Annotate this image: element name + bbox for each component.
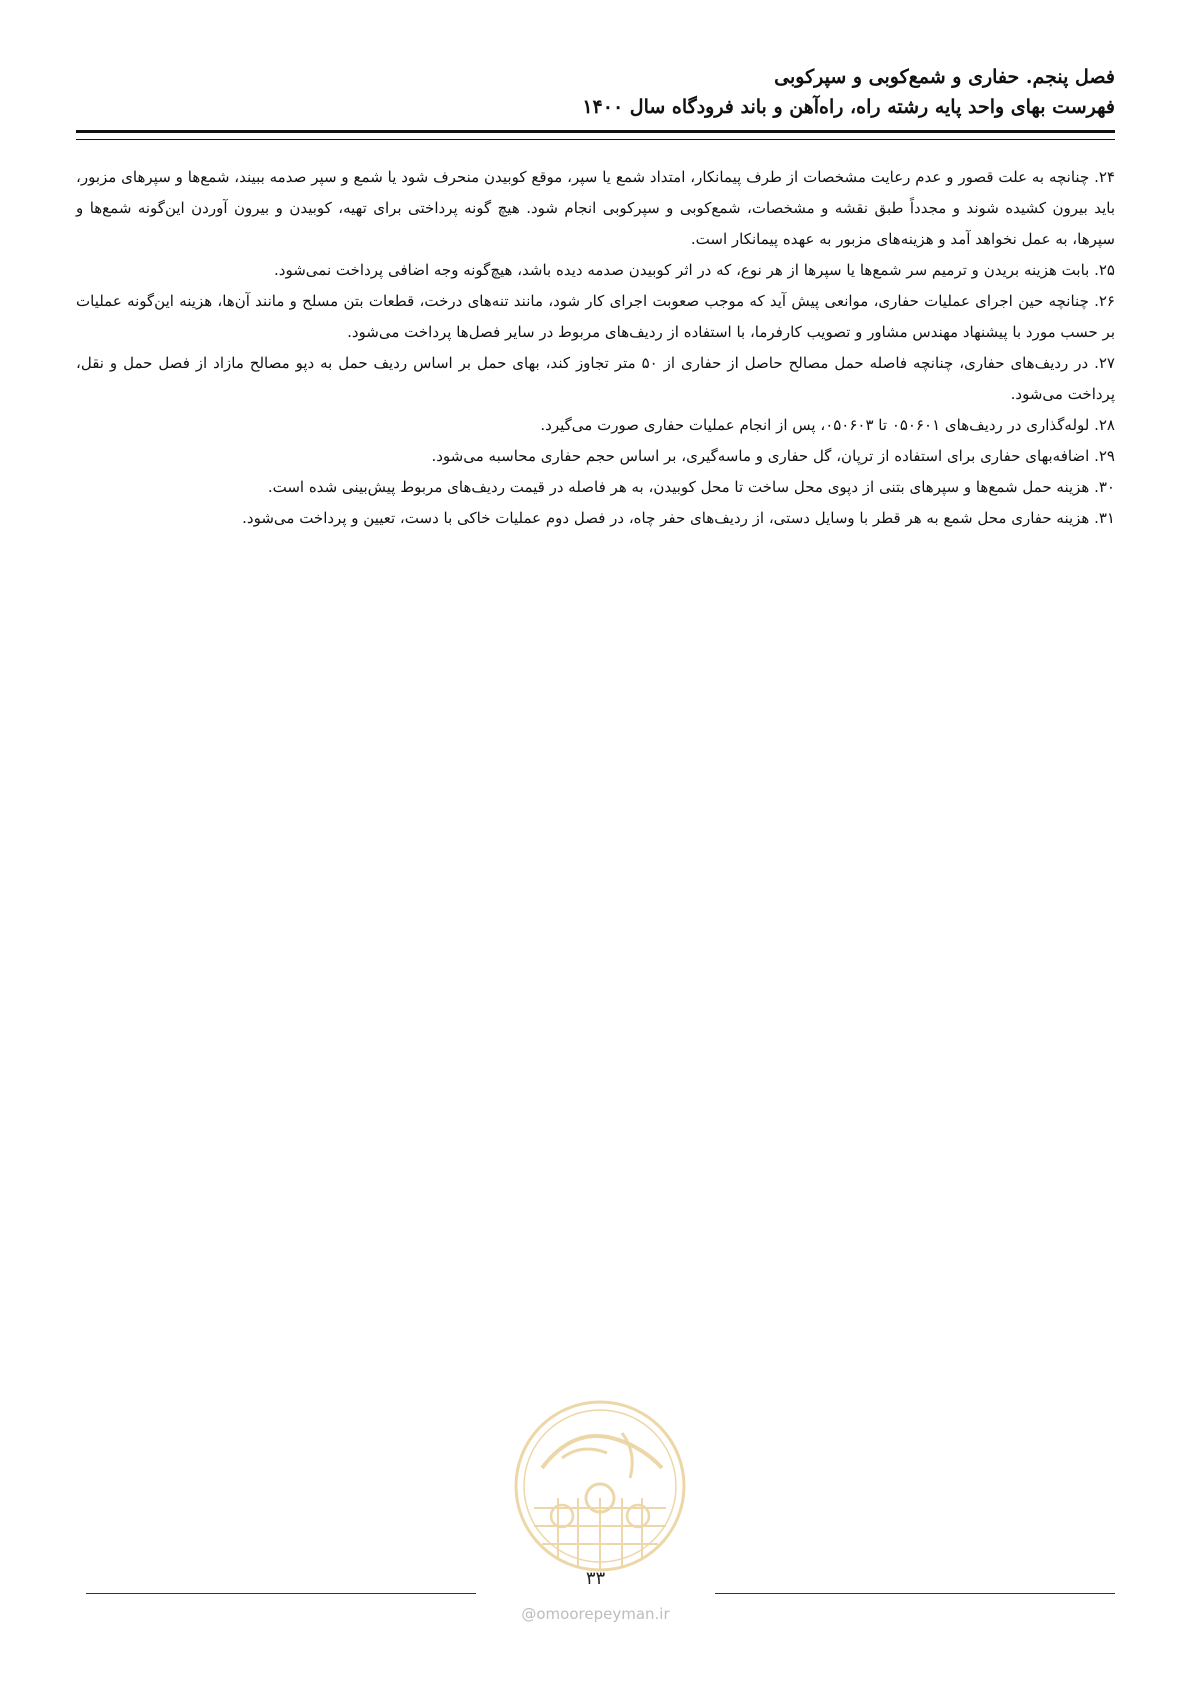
footer-rule-left (86, 1593, 476, 1594)
watermark-site-text: @omoorepeyman.ir (521, 1605, 670, 1623)
paragraph-31: ۳۱. هزینه حفاری محل شمع به هر قطر با وسایل دستی، از ردیف‌های حفر چاه، در فصل دوم عملیات خاکی با دست، تعیین و پرداخت می‌شود. (242, 509, 1115, 527)
paragraph-30: ۳۰. هزینه حمل شمع‌ها و سپرهای بتنی از دپوی محل ساخت تا محل کوبیدن، به هر فاصله در قیمت ردیف‌های مربوط پیش‌بینی شده است. (267, 478, 1115, 496)
paragraph-28: ۲۸. لوله‌گذاری در ردیف‌های ۰۵۰۶۰۱ تا ۰۵۰۶۰۳، پس از انجام عملیات حفاری صورت می‌گیرد. (540, 416, 1115, 434)
header-double-rule (76, 130, 1115, 140)
page-number: ۳۳ (585, 1568, 606, 1589)
chapter-title: فصل پنجم. حفاری و شمع‌کوبی و سپرکوبی (774, 66, 1115, 88)
footer-rule-right (715, 1593, 1115, 1594)
price-list-title: فهرست بهای واحد پایه رشته راه، راه‌آهن و باند فرودگاه سال ۱۴۰۰ (582, 96, 1115, 118)
paragraph-25: ۲۵. بابت هزینه بریدن و ترمیم سر شمع‌ها یا سپرها از هر نوع، که در اثر کوبیدن صدمه دیده باشد، هیچ‌گونه وجه اضافی پرداخت نمی‌شود. (274, 261, 1115, 279)
paragraph-26: ۲۶. چنانچه حین اجرای عملیات حفاری، موانعی پیش آید که موجب صعوبت اجرای کار شود، مانند تنه‌های درخت، قطعات بتن مسلح و مانند آن‌ها، هزینه این‌گونه عملیات بر حسب مورد با پیشنهاد مهندس مشاور و تصویب کارفرما، با استفاده از ردیف‌های مربوط در سایر فصل‌ها پرداخت می‌شود. (76, 292, 1115, 341)
paragraph-27: ۲۷. در ردیف‌های حفاری، چنانچه فاصله حمل مصالح حاصل از حفاری از ۵۰ متر تجاوز کند، بهای حمل بر اساس ردیف حمل به دپو مصالح مازاد از فصل حمل و نقل، پرداخت می‌شود. (76, 354, 1115, 403)
paragraph-29: ۲۹. اضافه‌بهای حفاری برای استفاده از ترپان، گل حفاری و ماسه‌گیری، بر اساس حجم حفاری محاسبه می‌شود. (431, 447, 1115, 465)
paragraph-24: ۲۴. چنانچه به علت قصور و عدم رعایت مشخصات از طرف پیمانکار، امتداد شمع یا سپر، موقع کوبیدن منحرف شود یا شمع و سپر صدمه ببیند، شمع‌ها و سپرهای مزبور، باید بیرون کشیده شوند و مجدداً طبق نقشه و مشخصات، شمع‌کوبی و سپرکوبی انجام شود. هیچ گونه پرداختی برای تهیه، کوبیدن و بیرون آوردن این‌گونه شمع‌ها و سپرها، به عمل نخواهد آمد و هزینه‌های مزبور به عهده پیمانکار است. (76, 168, 1115, 248)
document-body (76, 162, 1115, 534)
watermark-seal-icon (512, 1398, 688, 1574)
page-header (76, 62, 1115, 122)
